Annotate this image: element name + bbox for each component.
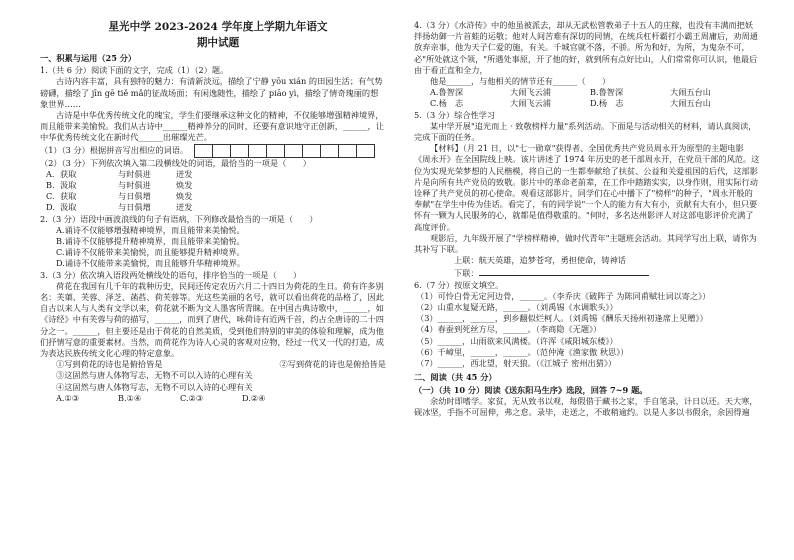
question-text: 1.（共 6 分）阅读下面的文字，完成（1）（2）题。 <box>40 65 229 76</box>
sentence-item: ①写到荷花的诗也是俯拾皆是 <box>56 359 163 370</box>
passage-paragraph: 【材料】（月 21 日，以"七一勋章"获得者、全国优秀共产党员周永开为原型的主题电影《周永开》在全国院线上映。该片讲述了 1974 年历史的老干部周永开，在党员干部的风范。这位为实现光荣梦想的人民楷模，将自己的一生都奉献给了扶贫、公益和关爱祖国的后代，这部影片是向所有共产党员的致敬。影片中的革命老前辈，在工作中踏踏实实，以身作则，用实际行动诠释了共产党员的初心使命。观看这部影片，同学们在心中播下了"榜样"的种子，"周永开般的奉献"在学生中传为佳话。看完了，有的同学说"一个人的能力有大有小，贡献有大有小，但只要怀有一颗为人民服务的心，就都是值得敬重的。"何时，多名达州影评人对这部电影评价充满了高度评价。 <box>414 143 760 232</box>
fill-blank-item[interactable]: （1）可怜白骨无定河边骨，______。（李乔庆《破阵子 为陈同甫赋壮词以寄之》） <box>416 290 711 301</box>
option: 大闹五台山 <box>670 98 711 109</box>
reading-heading: （一）（共 10 分）阅读《送东阳马生序》选段，回答 7~9 题。 <box>414 384 648 395</box>
option[interactable]: B. 汲取 与时俱进 焕发 <box>46 180 193 191</box>
question-text: （2）（3 分）下列依次填入第二段横线处的词语，最恰当的一项是（ ） <box>40 157 311 168</box>
fill-blank-item[interactable]: （6）千嶂里，______，______。（范仲淹《渔家傲 秋思》） <box>416 346 629 357</box>
passage-paragraph: 观影后，九年级开展了"学榜样精神，做时代青年"主题班会活动。其同学写出上联，请你为其补写下联。 <box>414 232 757 255</box>
sentence-item: ②写到荷花的诗也是俯拾皆是 <box>279 359 386 370</box>
question-text: 4.（3 分）《水浒传》中的他虽被派去，却从无武松管教弟子十五人的庄稼，也没有丰满而把妖拌扬幼御一片首蛙的运敬；他对人间苦难有深切的同情，在统兵杠杆霸打小霸王周庸后，劝周通放弃亲事，他为天子仁爱的施，有关。千城官就不落，不骄。所为和好，为所，为鬼杂不可，必"所处就这个领，"所遇处事原，开了他的好，就到所有点好比山，人们常常你可认识，他最后由于看正直和全力， <box>414 20 758 75</box>
section-heading: 一、积累与运用（25 分） <box>40 53 137 63</box>
question-text: 2.（3 分）语段中画波浪线的句子有语病，下列修改最恰当的一项是（ ） <box>40 213 318 224</box>
fill-blank-item[interactable]: （5）______，山雨欲来风满楼。（许浑《咸阳城东楼》） <box>416 335 618 346</box>
question-text: 5.（3 分）综合性学习 <box>414 109 496 120</box>
page-subtitle: 期中试题 <box>196 37 240 49</box>
passage-paragraph: 古诗内容丰富，具有独特的魅力：有清新淡远，描绘了宁静 yōu xián 的田园生活；有气势磅礴，描绘了 jīn gē tiě mǎ的征战场面；有闲逸随性，描绘了 piāo yì，描绘了情奇瑰丽的想象世界…… <box>40 76 383 109</box>
option[interactable]: A.诵诗不仅能够增强精神境界，而且能带来美愉悦。 <box>56 224 245 235</box>
left-column <box>40 20 386 404</box>
sentence-item: ④这固然与唐人体物写志，无物不可以入诗的心理有关 <box>56 381 253 392</box>
question-text: 6.（7 分）按原文填空。 <box>414 279 504 290</box>
option: 大闹飞云浦 <box>510 87 551 98</box>
fill-blank-item[interactable]: （3）______，______，到乡翻似烂柯人。（刘禹锡《酬乐天扬州初逢席上见赠》） <box>416 313 708 324</box>
option[interactable]: B.诵诗不仅能够提升精神境界，而且能带来美愉悦。 <box>56 236 245 247</box>
option[interactable]: D.②④ <box>242 392 266 403</box>
fill-blank-item[interactable]: （4）春蚕到死丝方尽，______。（李商隐《无题》） <box>416 324 602 335</box>
option[interactable]: A.鲁智深 <box>430 87 464 98</box>
option[interactable]: B.①④ <box>118 392 142 403</box>
question-text: 他是______，与他相关的情节还有______（ ） <box>430 76 611 87</box>
option[interactable]: A.①③ <box>56 392 80 403</box>
option[interactable]: D.诵诗不仅能带来美愉悦，而且能够升华精神境界。 <box>56 258 246 269</box>
section-heading: 二、阅读（共 45 分） <box>414 372 497 383</box>
option[interactable]: C.诵诗不仅能带来美愉悦，而且能够提升精神境界。 <box>56 247 245 258</box>
option[interactable]: C.②③ <box>180 392 204 403</box>
question-text: （1）（3 分）根据拼音写出相应的词语。 <box>40 144 386 158</box>
passage-paragraph: 某中学开展"追光而上 · 致敬榜样力量"系列活动。下面是与活动相关的材料，请认真阅读，完成下面的任务。 <box>414 120 757 143</box>
option[interactable]: C. 获取 与日俱增 焕发 <box>46 191 193 202</box>
answer-boxes[interactable] <box>195 144 375 158</box>
question-text: 3.（3 分）依次填入语段两处横线处的语句，排序恰当的一项是（ ） <box>40 269 302 280</box>
option: 大闹飞云浦 <box>510 98 551 109</box>
passage-paragraph: 余幼时即嗜学。家贫，无从致书以观，每假借于藏书之家，手自笔录，计日以还。天大寒，砚冰坚，手指不可屈伸，弗之怠。录毕，走送之，不敢稍逾约。以是人多以书假余，余因得遍 <box>414 395 758 417</box>
right-column <box>414 20 760 418</box>
couplet-upper: 上联：航天英雄，追梦苍穹，勇担使命，铸神话 <box>454 255 626 266</box>
option[interactable]: A. 获取 与时俱进 迸发 <box>46 168 193 179</box>
fill-blank-item[interactable]: （2）山重水复疑无路，______。（刘禹锡《水调歌头》） <box>416 302 618 313</box>
fill-blank-item[interactable]: （7）______，西北望，射天狼。（《江城子 密州出猎》） <box>416 358 617 369</box>
option[interactable]: D.杨 志 <box>590 98 624 109</box>
option[interactable]: C.杨 志 <box>430 98 464 109</box>
passage-paragraph: 荷花在我国有几千年的栽种历史，民间还传定农历六月二十四日为荷花的生日。荷有许多别名：芙蕖、芙蓉、泽芝、菡萏、荷芙蓉等。光这些美丽的名号，就可以看出荷花的品格了，因此自古以来人与人类有文学以来，荷花就不断为文人墨客所青睐。在中国古典诗歌中，______，如《诗经》中有芙蓉与荷的描写，______，而到了唐代，咏荷诗有近两千首，约占全唐诗的二十四分之一。______，但主要还是由于荷花的自然美质，受到他们特别的审美的体验和理解，成为他们抒情写意的重要素材。当然，而荷花作为诗人心灵的客观对应物，经过一代又一代的打造，成为表达民族传统文化心理的特定意象。 <box>40 280 384 359</box>
option[interactable]: B.鲁智深 <box>590 87 624 98</box>
sentence-item: ③这固然与唐人体物写志，无物不可以入诗的心理有关 <box>56 370 253 381</box>
option: 大闹五台山 <box>670 87 711 98</box>
passage-paragraph: 古诗是中华优秀传统文化的瑰宝，学生们要继承这种文化的精神，不仅能够增强精神境界，而且能带来美愉悦。我们从古诗中______精神养分的同时，还要有意识地守正创新，______，让中华优秀传统文化在新时代______出璀璨光芒。 <box>40 110 384 143</box>
page-title: 星光中学 2023-2024 学年度上学期九年语文 <box>108 21 328 33</box>
option[interactable]: D. 汲取 与日俱增 迸发 <box>46 202 193 213</box>
couplet-lower[interactable]: 下联： <box>414 266 760 279</box>
